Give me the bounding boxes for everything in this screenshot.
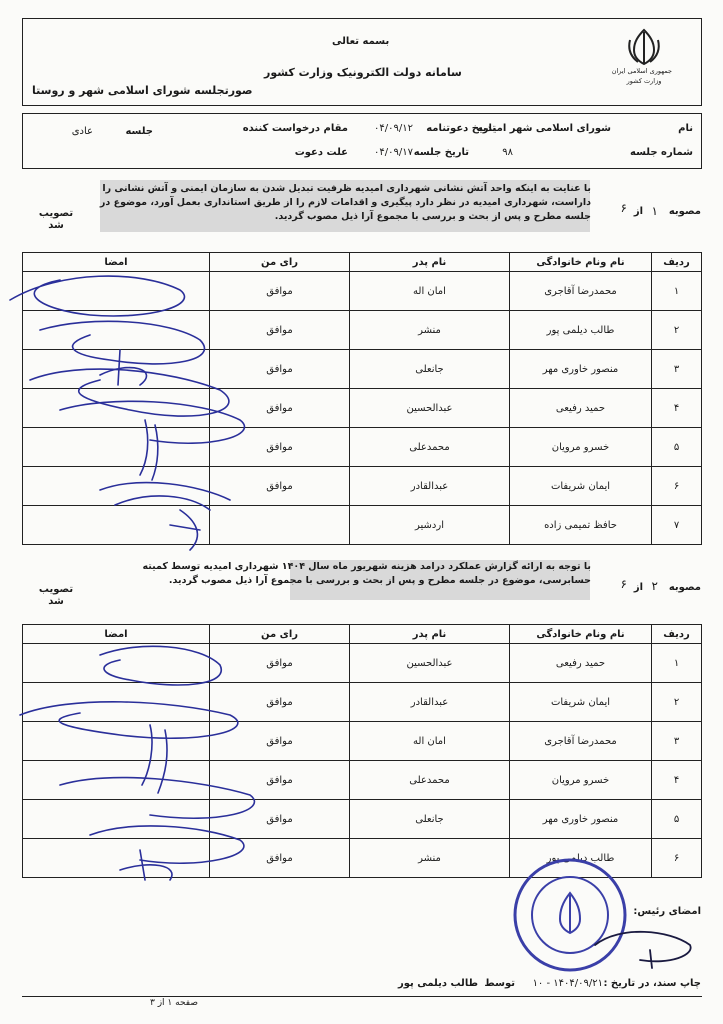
resolution2-label: مصوبه [668,582,701,593]
row-number: ۳ [652,722,702,761]
row-number: ۵ [652,428,702,467]
row-number: ۲ [652,311,702,350]
row-number: ۷ [652,506,702,545]
member-name: حافظ تمیمی زاده [510,506,652,545]
table-row [23,722,702,761]
page-number: صفحه ۱ از ۳ [150,998,198,1008]
resolution2-num: ۲ [651,579,658,593]
vote-table-2 [22,624,702,878]
col-name: نام ونام خانوادگی [510,625,652,644]
session-date-label: تاریخ جلسه [413,147,469,158]
father-name: عبدالحسین [350,389,510,428]
father-name: جانعلی [350,350,510,389]
vote-value: موافق [210,311,350,350]
member-name: حمید رفیعی [510,644,652,683]
signature-cell [23,428,210,467]
member-name: منصور خاوری مهر [510,350,652,389]
resolution1-text: با عنایت به اینکه واحد آتش نشانی شهرداری امیدیه ظرفیت تبدیل شدن به سازمان ایمنی و آتش نشانی را داراست، شهرداری امیدیه در نظر دارد پیگیری و اقدامات لازم را از طریق استانداری بعمل آورد، موضوع در جلسه مطرح و پس از بحث و بررسی با مجموع آرا ذیل مصوب گردید. [99,183,591,222]
father-name: محمدعلی [350,761,510,800]
vote-value: موافق [210,722,350,761]
col-vote: رای من [210,253,350,272]
session-value: عادی [71,126,93,137]
table-row [23,272,702,311]
row-number: ۴ [652,761,702,800]
vote-value: موافق [210,389,350,428]
system-title: سامانه دولت الکترونیک وزارت کشور [264,66,462,79]
father-name: عبدالقادر [350,683,510,722]
name-label: نام [678,123,693,134]
signature-cell [23,272,210,311]
resolution2-total: ۶ [620,577,627,591]
member-name: حمید رفیعی [510,389,652,428]
row-number: ۶ [652,839,702,878]
vote-value: موافق [210,644,350,683]
father-name: عبدالقادر [350,467,510,506]
col-row: ردیف [652,625,702,644]
father-name: عبدالحسین [350,644,510,683]
member-name: محمدرضا آقاجری [510,272,652,311]
table-row [23,644,702,683]
by-label: توسط [484,978,515,989]
table-row [23,428,702,467]
vote-value: موافق [210,683,350,722]
father-name: امان اله [350,272,510,311]
signature-cell [23,389,210,428]
emblem-caption: جمهوری اسلامی ایران [611,67,672,75]
row-number: ۱ [652,644,702,683]
row-number: ۱ [652,272,702,311]
signature-cell [23,311,210,350]
row-number: ۴ [652,389,702,428]
member-name: ایمان شریفات [510,467,652,506]
table-row [23,761,702,800]
member-name: طالب دیلمی پور [510,311,652,350]
emblem-icon [616,26,672,66]
col-name: نام ونام خانوادگی [510,253,652,272]
resolution1-of: از [633,206,643,217]
member-name: خسرو مرویان [510,428,652,467]
resolution1-status: تصویب شد [38,208,74,231]
col-father: نام پدر [350,625,510,644]
session-label: جلسه [125,126,153,137]
vote-value: موافق [210,428,350,467]
resolution2-of: از [633,582,643,593]
col-vote: رای من [210,625,350,644]
table-row [23,350,702,389]
table-header-row [23,253,702,272]
row-number: ۶ [652,467,702,506]
vote-value: موافق [210,839,350,878]
member-name: طالب دیلمی پور [510,839,652,878]
print-date: ۱۴۰۴/۰۹/۲۱ - ۱۰ [532,978,603,989]
table-row [23,311,702,350]
table-row [23,389,702,428]
bismillah: بسمه تعالی [332,36,390,47]
member-name: ایمان شریفات [510,683,652,722]
signature-cell [23,644,210,683]
vote-value [210,506,350,545]
chair-sign-label: امضای رئیس: [633,906,701,917]
table-row [23,467,702,506]
signature-cell [23,467,210,506]
resolution2-text: با توجه به ارائه گزارش عملکرد درامد هزینه شهریور ماه سال ۱۴۰۴ شهرداری امیدیه توسط کمیته حسابرسی، موضوع در جلسه مطرح و پس از بحث و بررسی با مجموع آرا ذیل مصوب گردید. [142,561,591,586]
iran-emblem-logo [611,26,672,98]
member-name: خسرو مرویان [510,761,652,800]
col-father: نام پدر [350,253,510,272]
father-name: منشر [350,311,510,350]
invite-date: ۰۴/۰۹/۱۲ [374,123,413,134]
father-name: اردشیر [350,506,510,545]
signature-cell [23,506,210,545]
session-no-label: شماره جلسه [630,147,693,158]
vote-value: موافق [210,800,350,839]
vote-value: موافق [210,761,350,800]
row-number: ۲ [652,683,702,722]
table-row [23,683,702,722]
vote-table-1 [22,252,702,545]
resolution1-num: ۱ [651,204,658,218]
signature-cell [23,761,210,800]
vote-value: موافق [210,467,350,506]
table-header-row [23,625,702,644]
table-row [23,506,702,545]
member-name: محمدرضا آقاجری [510,722,652,761]
father-name: امان اله [350,722,510,761]
table-row [23,800,702,839]
invite-date-label: تاریخ دعوتنامه [426,123,496,134]
requester-label: مقام درخواست کننده [242,123,348,134]
father-name: منشر [350,839,510,878]
emblem-sub: وزارت کشور [626,77,662,85]
by-name: طالب دیلمی پور [397,978,478,989]
signature-cell [23,722,210,761]
row-number: ۳ [652,350,702,389]
minutes-title: صورتجلسه شورای اسلامی شهر و روستا [32,84,253,97]
signature-cell [23,839,210,878]
signature-cell [23,350,210,389]
table-row [23,839,702,878]
father-name: محمدعلی [350,428,510,467]
member-name: منصور خاوری مهر [510,800,652,839]
name-value: شورای اسلامی شهر امیدیه [476,123,611,134]
session-no: ۹۸ [502,147,513,158]
father-name: جانعلی [350,800,510,839]
resolution1-total: ۶ [620,201,627,215]
signature-cell [23,800,210,839]
chair-signature [590,920,700,970]
session-date: ۰۴/۰۹/۱۷ [374,147,413,158]
info-box [22,113,702,169]
resolution1-label: مصوبه [668,206,701,217]
vote-value: موافق [210,272,350,311]
cause-label: علت دعوت [294,147,348,158]
col-sign: امضا [23,625,210,644]
signature-cell [23,683,210,722]
col-row: ردیف [652,253,702,272]
resolution2-status: تصویب شد [38,584,74,607]
footer-rule [22,996,702,997]
col-sign: امضا [23,253,210,272]
row-number: ۵ [652,800,702,839]
vote-value: موافق [210,350,350,389]
print-label: چاپ سند، در تاریخ : [603,978,701,989]
